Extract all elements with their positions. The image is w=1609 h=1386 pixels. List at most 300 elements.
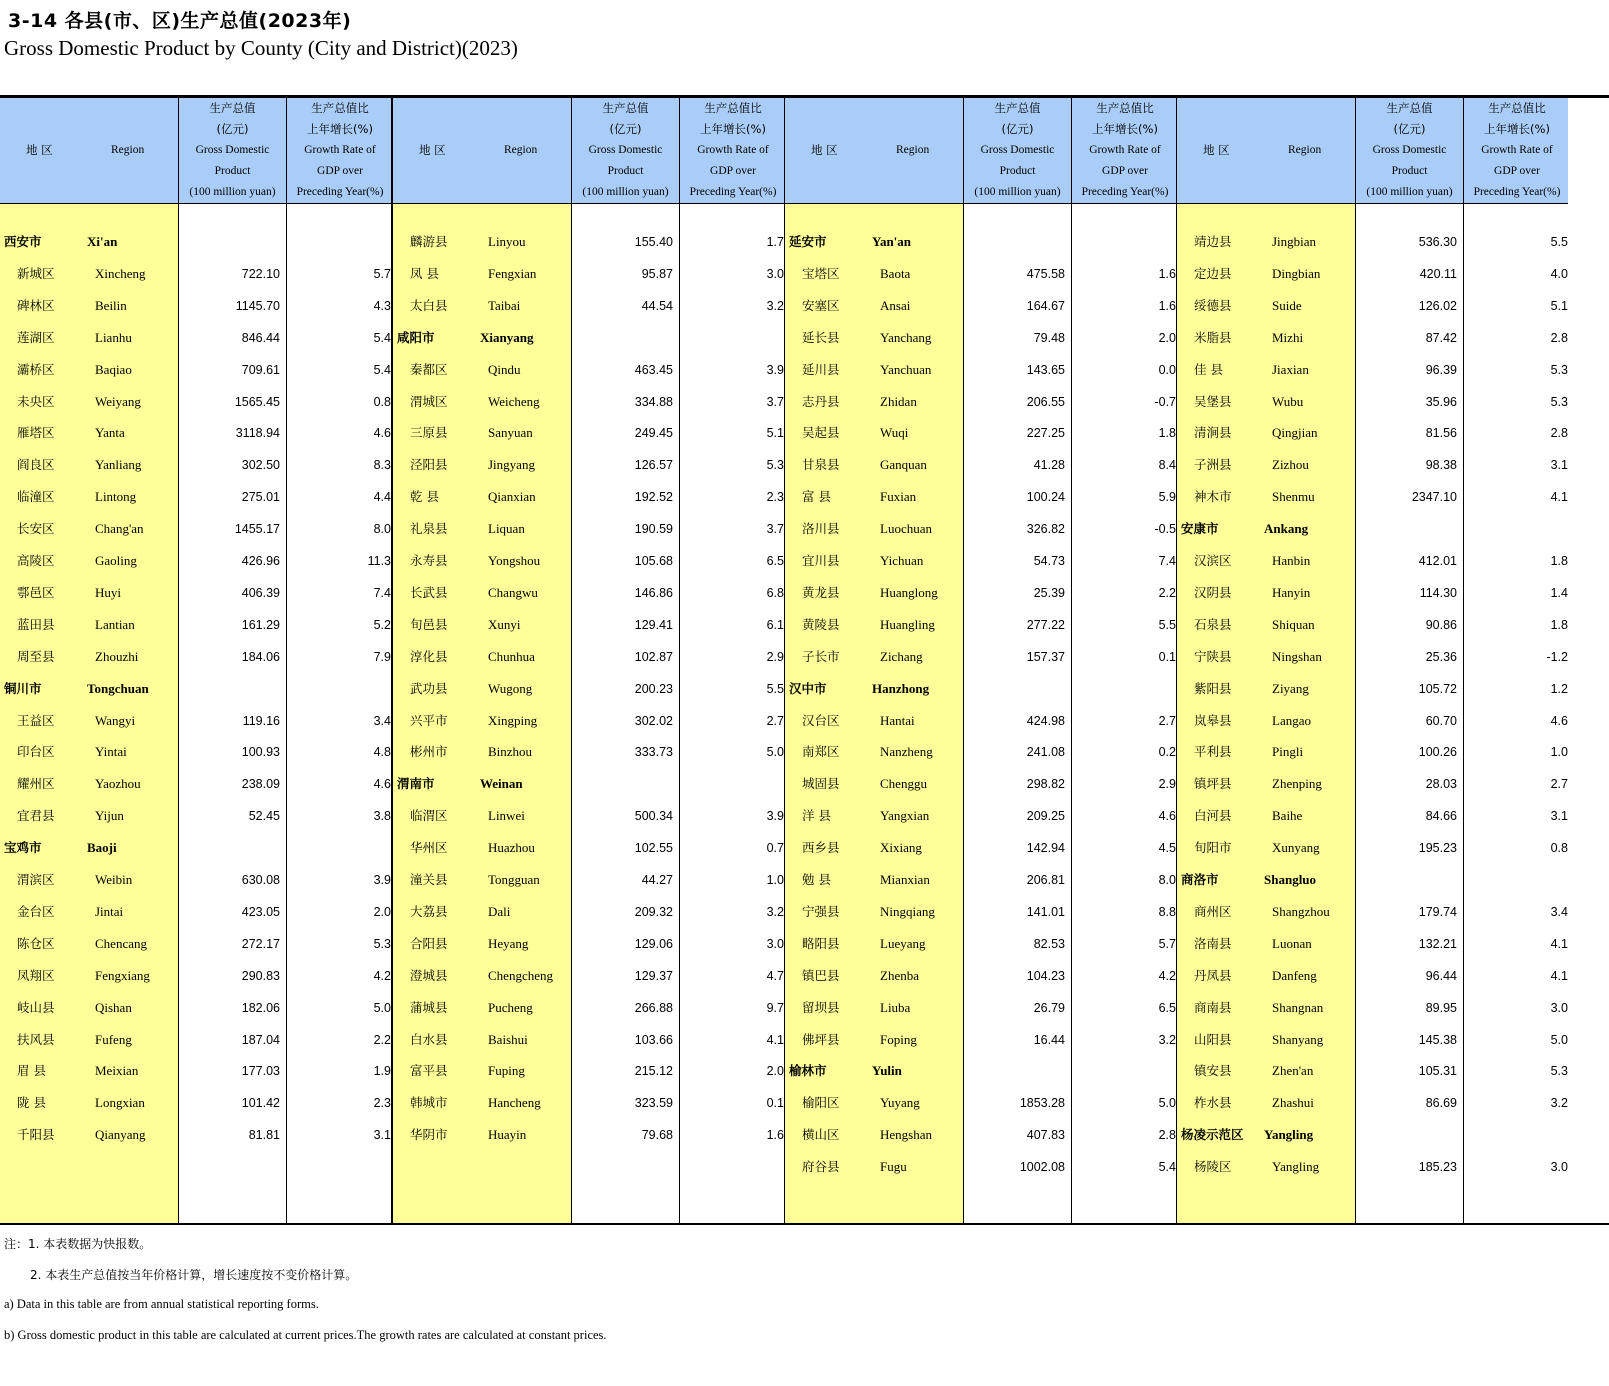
table-row	[1177, 960, 1568, 992]
growth-rate-value: 1.6	[766, 1128, 784, 1143]
county-name-chinese: 子洲县	[1194, 457, 1232, 473]
gdp-value: 424.98	[1026, 713, 1065, 728]
county-name-english: Chang'an	[95, 521, 144, 537]
gdp-value: 420.11	[1419, 266, 1457, 281]
growth-rate-value: 3.4	[1550, 904, 1568, 919]
growth-rate-value: 1.0	[1550, 745, 1568, 760]
county-name-chinese: 太白县	[410, 297, 448, 313]
gdp-value: 84.66	[1425, 809, 1457, 824]
table-row	[393, 641, 784, 673]
table-row	[393, 577, 784, 609]
growth-rate-value: 3.4	[373, 713, 391, 728]
county-name-english: Luonan	[1272, 935, 1312, 951]
county-name-chinese: 渭城区	[410, 393, 448, 409]
city-name-chinese: 安康市	[1181, 521, 1219, 537]
county-name-english: Fufeng	[95, 1031, 132, 1047]
county-name-english: Shenmu	[1272, 489, 1315, 505]
county-name-english: Qingjian	[1272, 425, 1318, 441]
table-row	[1177, 992, 1568, 1024]
growth-rate-value: 1.4	[1550, 585, 1568, 600]
county-name-english: Pingli	[1272, 744, 1304, 760]
county-name-chinese: 武功县	[410, 680, 448, 696]
gdp-value: 709.61	[241, 362, 280, 377]
gdp-table	[0, 95, 1609, 1225]
table-row	[785, 960, 1176, 992]
gdp-value: 184.06	[241, 649, 280, 664]
county-name-chinese: 镇巴县	[802, 967, 840, 983]
gdp-value: 79.68	[641, 1128, 673, 1143]
gdp-value: 98.38	[1425, 458, 1457, 473]
growth-rate-value: 0.1	[1158, 649, 1176, 664]
gdp-value: 100.26	[1418, 745, 1457, 760]
growth-rate-value: 3.2	[766, 904, 784, 919]
county-name-english: Beilin	[95, 297, 127, 313]
county-name-english: Huyi	[95, 584, 121, 600]
county-name-english: Chunhua	[488, 648, 535, 664]
gdp-value: 187.04	[241, 1032, 280, 1047]
county-name-english: Qianxian	[488, 489, 536, 505]
county-name-chinese: 商南县	[1194, 999, 1232, 1015]
table-row	[393, 386, 784, 418]
growth-rate-value: 2.8	[1550, 330, 1568, 345]
gdp-value: 89.95	[1425, 1000, 1457, 1015]
table-row	[393, 609, 784, 641]
county-name-chinese: 绥德县	[1194, 297, 1232, 313]
growth-rate-value: 6.5	[766, 554, 784, 568]
growth-rate-value: 1.6	[1158, 266, 1176, 281]
growth-rate-value: 6.1	[766, 617, 784, 632]
gdp-value: 206.81	[1026, 873, 1065, 887]
county-name-english: Linwei	[488, 808, 525, 824]
table-row	[0, 449, 391, 481]
growth-rate-value: 5.3	[1550, 394, 1568, 409]
county-name-chinese: 吴堡县	[1194, 393, 1232, 409]
county-name-english: Yangling	[1272, 1159, 1320, 1175]
county-name-english: Yanchang	[880, 329, 932, 345]
county-name-chinese: 山阳县	[1194, 1031, 1232, 1047]
growth-rate-value: 5.2	[373, 617, 391, 632]
growth-rate-value: 4.8	[373, 745, 391, 760]
table-row	[785, 258, 1176, 290]
growth-rate-value: 11.3	[367, 554, 391, 568]
table-row	[785, 736, 1176, 768]
gdp-value: 536.30	[1418, 235, 1457, 249]
county-name-english: Zhashui	[1272, 1095, 1314, 1111]
county-name-chinese: 延川县	[802, 361, 840, 377]
region-header-chinese: 地 区	[26, 143, 53, 157]
gdp-value: 26.79	[1033, 1000, 1065, 1015]
county-name-english: Hancheng	[488, 1095, 541, 1111]
county-name-english: Dali	[488, 903, 511, 919]
growth-header-line: Growth Rate of	[1089, 144, 1161, 156]
growth-rate-value: -0.5	[1154, 522, 1176, 537]
growth-header-line: Preceding Year(%)	[1081, 186, 1169, 198]
county-name-english: Huayin	[488, 1127, 527, 1143]
gdp-value: 81.56	[1425, 426, 1457, 441]
gdp-value: 164.67	[1026, 298, 1065, 313]
gdp-value: 104.23	[1026, 968, 1065, 983]
county-name-english: Jiaxian	[1272, 361, 1309, 377]
gdp-value: 129.37	[634, 968, 673, 983]
gdp-value: 249.45	[634, 426, 673, 441]
gdp-value: 2347.10	[1411, 490, 1457, 505]
county-name-english: Yanta	[95, 425, 125, 441]
county-name-english: Liuba	[880, 999, 911, 1015]
growth-header-line: GDP over	[1102, 165, 1148, 177]
county-name-english: Yongshou	[488, 553, 541, 568]
table-row	[393, 449, 784, 481]
county-name-chinese: 宝塔区	[802, 265, 840, 281]
table-row	[1177, 322, 1568, 354]
city-name-english: Shangluo	[1264, 872, 1317, 887]
growth-rate-value: 2.7	[766, 713, 784, 728]
county-name-chinese: 灞桥区	[17, 361, 55, 377]
gdp-value: 406.39	[241, 585, 280, 600]
growth-rate-value: 1.9	[373, 1064, 391, 1079]
county-name-chinese: 未央区	[17, 393, 55, 409]
county-name-chinese: 志丹县	[802, 393, 840, 409]
gdp-value: 179.74	[1418, 904, 1457, 919]
gdp-value: 298.82	[1026, 777, 1065, 792]
table-row	[785, 896, 1176, 928]
growth-header-line: Growth Rate of	[304, 144, 376, 156]
county-name-chinese: 丹凤县	[1194, 967, 1232, 983]
table-row	[0, 1087, 391, 1119]
gdp-value: 1002.08	[1019, 1160, 1065, 1175]
gdp-value: 101.42	[241, 1096, 280, 1111]
gdp-value: 334.88	[634, 394, 673, 409]
growth-rate-value: 4.2	[373, 968, 391, 983]
county-name-english: Lintong	[95, 489, 137, 505]
growth-rate-value: 4.3	[373, 298, 391, 313]
gdp-value: 25.39	[1033, 585, 1065, 600]
region-column-header	[785, 98, 963, 203]
gdp-value: 100.93	[241, 745, 280, 760]
table-row	[0, 896, 391, 928]
county-name-english: Zizhou	[1272, 457, 1309, 473]
growth-rate-value: 9.7	[766, 1000, 784, 1015]
growth-header-line: GDP over	[710, 165, 756, 177]
county-name-chinese: 镇坪县	[1194, 776, 1232, 792]
gdp-column-header	[179, 98, 286, 203]
gdp-value: 463.45	[634, 362, 673, 377]
gdp-value: 54.73	[1033, 554, 1065, 568]
city-row	[0, 832, 391, 864]
county-name-english: Chenggu	[880, 776, 927, 792]
table-row	[785, 322, 1176, 354]
county-name-chinese: 三原县	[410, 425, 448, 441]
table-row	[393, 258, 784, 290]
gdp-value: 52.45	[248, 809, 280, 824]
table-panel-2	[393, 98, 784, 1223]
county-name-english: Jingyang	[488, 457, 535, 473]
county-name-english: Foping	[880, 1031, 917, 1047]
gdp-header-line: 生产总值	[1386, 101, 1433, 115]
table-row	[393, 673, 784, 705]
table-row	[1177, 417, 1568, 449]
growth-rate-value: 2.3	[373, 1096, 391, 1111]
county-name-chinese: 靖边县	[1194, 234, 1232, 249]
growth-rate-value: 5.0	[1550, 1032, 1568, 1047]
gdp-value: 190.59	[634, 522, 673, 537]
gdp-value: 25.36	[1425, 649, 1457, 664]
city-name-chinese: 汉中市	[789, 680, 827, 696]
county-name-english: Longxian	[95, 1095, 145, 1111]
county-name-chinese: 宁陕县	[1194, 648, 1232, 664]
table-row	[1177, 641, 1568, 673]
table-row	[1177, 449, 1568, 481]
gdp-value: 95.87	[641, 266, 673, 281]
growth-rate-value: 3.9	[766, 362, 784, 377]
county-name-english: Zhenba	[880, 967, 919, 983]
growth-rate-value: 2.2	[373, 1032, 391, 1047]
table-row	[785, 354, 1176, 386]
gdp-header-line: 生产总值	[209, 101, 256, 115]
county-name-chinese: 柞水县	[1194, 1095, 1232, 1111]
county-name-english: Mizhi	[1272, 329, 1304, 345]
county-name-english: Qishan	[95, 999, 132, 1015]
county-name-english: Zhouzhi	[95, 648, 139, 664]
county-name-english: Baota	[880, 265, 911, 281]
county-name-chinese: 千阳县	[17, 1127, 55, 1143]
growth-rate-value: -1.2	[1546, 649, 1568, 664]
gdp-header-line: (100 million yuan)	[974, 186, 1061, 198]
county-name-english: Baishui	[488, 1031, 528, 1047]
growth-rate-value: 4.6	[373, 777, 391, 792]
growth-rate-value: 7.9	[373, 649, 391, 664]
gdp-value: 206.55	[1026, 394, 1065, 409]
growth-rate-value: 0.8	[373, 394, 391, 409]
table-row	[0, 992, 391, 1024]
county-name-english: Wugong	[488, 680, 533, 696]
growth-rate-value: 3.0	[766, 266, 784, 281]
gdp-value: 102.55	[634, 841, 673, 856]
county-name-english: Gaoling	[95, 553, 137, 568]
city-row	[0, 673, 391, 705]
growth-rate-value: 2.3	[766, 490, 784, 505]
county-name-chinese: 临潼区	[17, 489, 55, 505]
gdp-header-line: Gross Domestic	[588, 144, 663, 156]
growth-rate-value: 2.0	[373, 904, 391, 919]
county-name-english: Ansai	[880, 297, 911, 313]
growth-rate-value: -0.7	[1154, 394, 1176, 409]
gdp-value: 132.21	[1418, 936, 1457, 951]
growth-rate-value: 1.0	[766, 873, 784, 887]
county-name-english: Qianyang	[95, 1127, 146, 1143]
gdp-header-line: 生产总值	[994, 101, 1041, 115]
gdp-value: 28.03	[1425, 777, 1457, 792]
county-name-english: Lianhu	[95, 329, 132, 345]
gdp-value: 3118.94	[235, 426, 280, 441]
gdp-value: 323.59	[634, 1096, 673, 1111]
county-name-english: Yaozhou	[95, 776, 141, 792]
table-row	[785, 449, 1176, 481]
gdp-value: 79.48	[1033, 330, 1065, 345]
table-row	[0, 800, 391, 832]
county-name-chinese: 神木市	[1194, 489, 1232, 505]
county-name-chinese: 南郑区	[802, 744, 840, 760]
growth-rate-value: 3.0	[1550, 1000, 1568, 1015]
gdp-header-line: (亿元)	[1001, 122, 1034, 136]
gdp-value: 142.94	[1026, 841, 1065, 856]
gdp-value: 227.25	[1026, 426, 1065, 441]
county-name-chinese: 镇安县	[1194, 1063, 1232, 1079]
county-name-english: Huangling	[880, 616, 935, 632]
growth-rate-value: 3.9	[373, 873, 391, 887]
county-name-english: Fuxian	[880, 489, 917, 505]
city-name-english: Yulin	[872, 1063, 902, 1079]
county-name-english: Lueyang	[880, 935, 926, 951]
growth-rate-value: 2.7	[1550, 777, 1568, 792]
growth-rate-value: 8.0	[373, 522, 391, 537]
growth-rate-value: 0.7	[766, 841, 784, 856]
growth-rate-value: 5.5	[1158, 617, 1176, 632]
growth-rate-value: 5.1	[1550, 298, 1568, 313]
table-title-chinese: 3-14 各县(市、区)生产总值(2023年)	[8, 10, 352, 32]
county-name-chinese: 子长市	[802, 648, 840, 664]
growth-rate-value: 2.0	[1158, 330, 1176, 345]
growth-rate-value: 5.0	[373, 1000, 391, 1015]
growth-rate-value: 4.4	[373, 490, 391, 505]
county-name-chinese: 留坝县	[802, 999, 840, 1015]
city-row	[1177, 864, 1568, 896]
table-row	[785, 386, 1176, 418]
county-name-english: Qindu	[488, 361, 521, 377]
city-row	[0, 226, 391, 258]
table-row	[1177, 481, 1568, 513]
county-name-chinese: 汉台区	[802, 712, 840, 728]
county-name-chinese: 汉阴县	[1194, 584, 1232, 600]
county-name-chinese: 临渭区	[410, 808, 448, 824]
table-row	[1177, 768, 1568, 800]
growth-rate-value: 4.1	[766, 1032, 784, 1047]
table-row	[1177, 1151, 1568, 1183]
gdp-value: 272.17	[241, 936, 280, 951]
county-name-chinese: 岚皋县	[1194, 712, 1232, 728]
city-name-chinese: 宝鸡市	[4, 840, 42, 856]
county-name-english: Baqiao	[95, 361, 132, 377]
gdp-value: 129.06	[634, 936, 673, 951]
table-row	[0, 258, 391, 290]
county-name-chinese: 眉 县	[17, 1063, 46, 1079]
table-row	[1177, 1024, 1568, 1056]
gdp-header-line: (亿元)	[216, 122, 249, 136]
county-name-english: Weicheng	[488, 393, 540, 409]
table-row	[0, 609, 391, 641]
table-row	[785, 1151, 1176, 1183]
growth-header-line: 生产总值比	[1488, 101, 1546, 115]
table-row	[393, 928, 784, 960]
growth-rate-value: 2.8	[1158, 1128, 1176, 1143]
county-name-english: Zhen'an	[1272, 1063, 1314, 1079]
region-header-chinese: 地 区	[1203, 143, 1230, 157]
region-column-header	[0, 98, 178, 203]
gdp-value: 475.58	[1026, 266, 1065, 281]
city-name-chinese: 商洛市	[1181, 872, 1219, 887]
city-name-english: Xianyang	[480, 329, 534, 345]
county-name-english: Shanyang	[1272, 1031, 1324, 1047]
table-row	[1177, 354, 1568, 386]
county-name-chinese: 印台区	[17, 744, 55, 760]
county-name-english: Fuping	[488, 1063, 525, 1079]
growth-rate-value: 5.1	[766, 426, 784, 441]
county-name-chinese: 宁强县	[802, 903, 840, 919]
county-name-english: Baihe	[1272, 808, 1303, 824]
gdp-value: 722.10	[241, 266, 280, 281]
growth-rate-value: 4.1	[1550, 936, 1568, 951]
gdp-header-line: (100 million yuan)	[1366, 186, 1453, 198]
gdp-header-line: 生产总值	[602, 101, 649, 115]
county-name-chinese: 阎良区	[17, 457, 55, 473]
county-name-chinese: 旬邑县	[410, 616, 448, 632]
growth-rate-value: 5.5	[766, 681, 784, 696]
gdp-column-header	[572, 98, 679, 203]
growth-rate-value: 3.9	[766, 809, 784, 824]
table-row	[1177, 1087, 1568, 1119]
county-name-english: Hantai	[880, 712, 915, 728]
growth-header-line: 上年增长(%)	[307, 122, 373, 136]
table-row	[0, 354, 391, 386]
county-name-chinese: 耀州区	[17, 776, 55, 792]
gdp-value: 141.01	[1026, 904, 1065, 919]
county-name-english: Wangyi	[95, 712, 136, 728]
gdp-value: 86.69	[1425, 1096, 1457, 1111]
growth-header-line: Preceding Year(%)	[1473, 186, 1561, 198]
table-row	[393, 800, 784, 832]
table-row	[0, 705, 391, 737]
growth-rate-value: 4.1	[1550, 968, 1568, 983]
county-name-chinese: 乾 县	[410, 489, 439, 505]
table-row	[785, 1087, 1176, 1119]
county-name-chinese: 商州区	[1194, 903, 1232, 919]
table-row	[1177, 800, 1568, 832]
county-name-english: Zhidan	[880, 393, 917, 409]
county-name-chinese: 王益区	[17, 712, 55, 728]
growth-rate-value: 3.8	[373, 809, 391, 824]
county-name-english: Yangxian	[880, 808, 930, 824]
gdp-value: 126.57	[634, 458, 673, 473]
county-name-english: Jintai	[95, 903, 124, 919]
gdp-value: 426.96	[241, 554, 280, 568]
county-name-chinese: 潼关县	[410, 872, 448, 887]
gdp-value: 177.03	[241, 1064, 280, 1079]
county-name-chinese: 新城区	[17, 265, 55, 281]
growth-rate-value: 5.0	[1158, 1096, 1176, 1111]
growth-rate-value: 7.4	[1158, 554, 1176, 568]
gdp-value: 82.53	[1033, 936, 1065, 951]
city-name-english: Ankang	[1264, 521, 1309, 537]
county-name-english: Dingbian	[1272, 265, 1321, 281]
table-row	[1177, 545, 1568, 577]
gdp-value: 209.25	[1026, 809, 1065, 824]
growth-column-header	[680, 98, 786, 203]
county-name-english: Shiquan	[1272, 616, 1315, 632]
county-name-chinese: 吴起县	[802, 425, 840, 441]
gdp-header-line: Gross Domestic	[980, 144, 1055, 156]
county-name-english: Yijun	[95, 808, 124, 824]
table-row	[393, 992, 784, 1024]
city-row	[393, 768, 784, 800]
county-name-chinese: 定边县	[1194, 265, 1232, 281]
growth-rate-value: 3.0	[1550, 1160, 1568, 1175]
table-row	[393, 513, 784, 545]
county-name-english: Fengxiang	[95, 967, 150, 983]
table-row	[393, 290, 784, 322]
city-name-chinese: 延安市	[789, 234, 827, 249]
county-name-chinese: 平利县	[1194, 744, 1232, 760]
table-row	[393, 832, 784, 864]
gdp-value: 102.87	[634, 649, 673, 664]
